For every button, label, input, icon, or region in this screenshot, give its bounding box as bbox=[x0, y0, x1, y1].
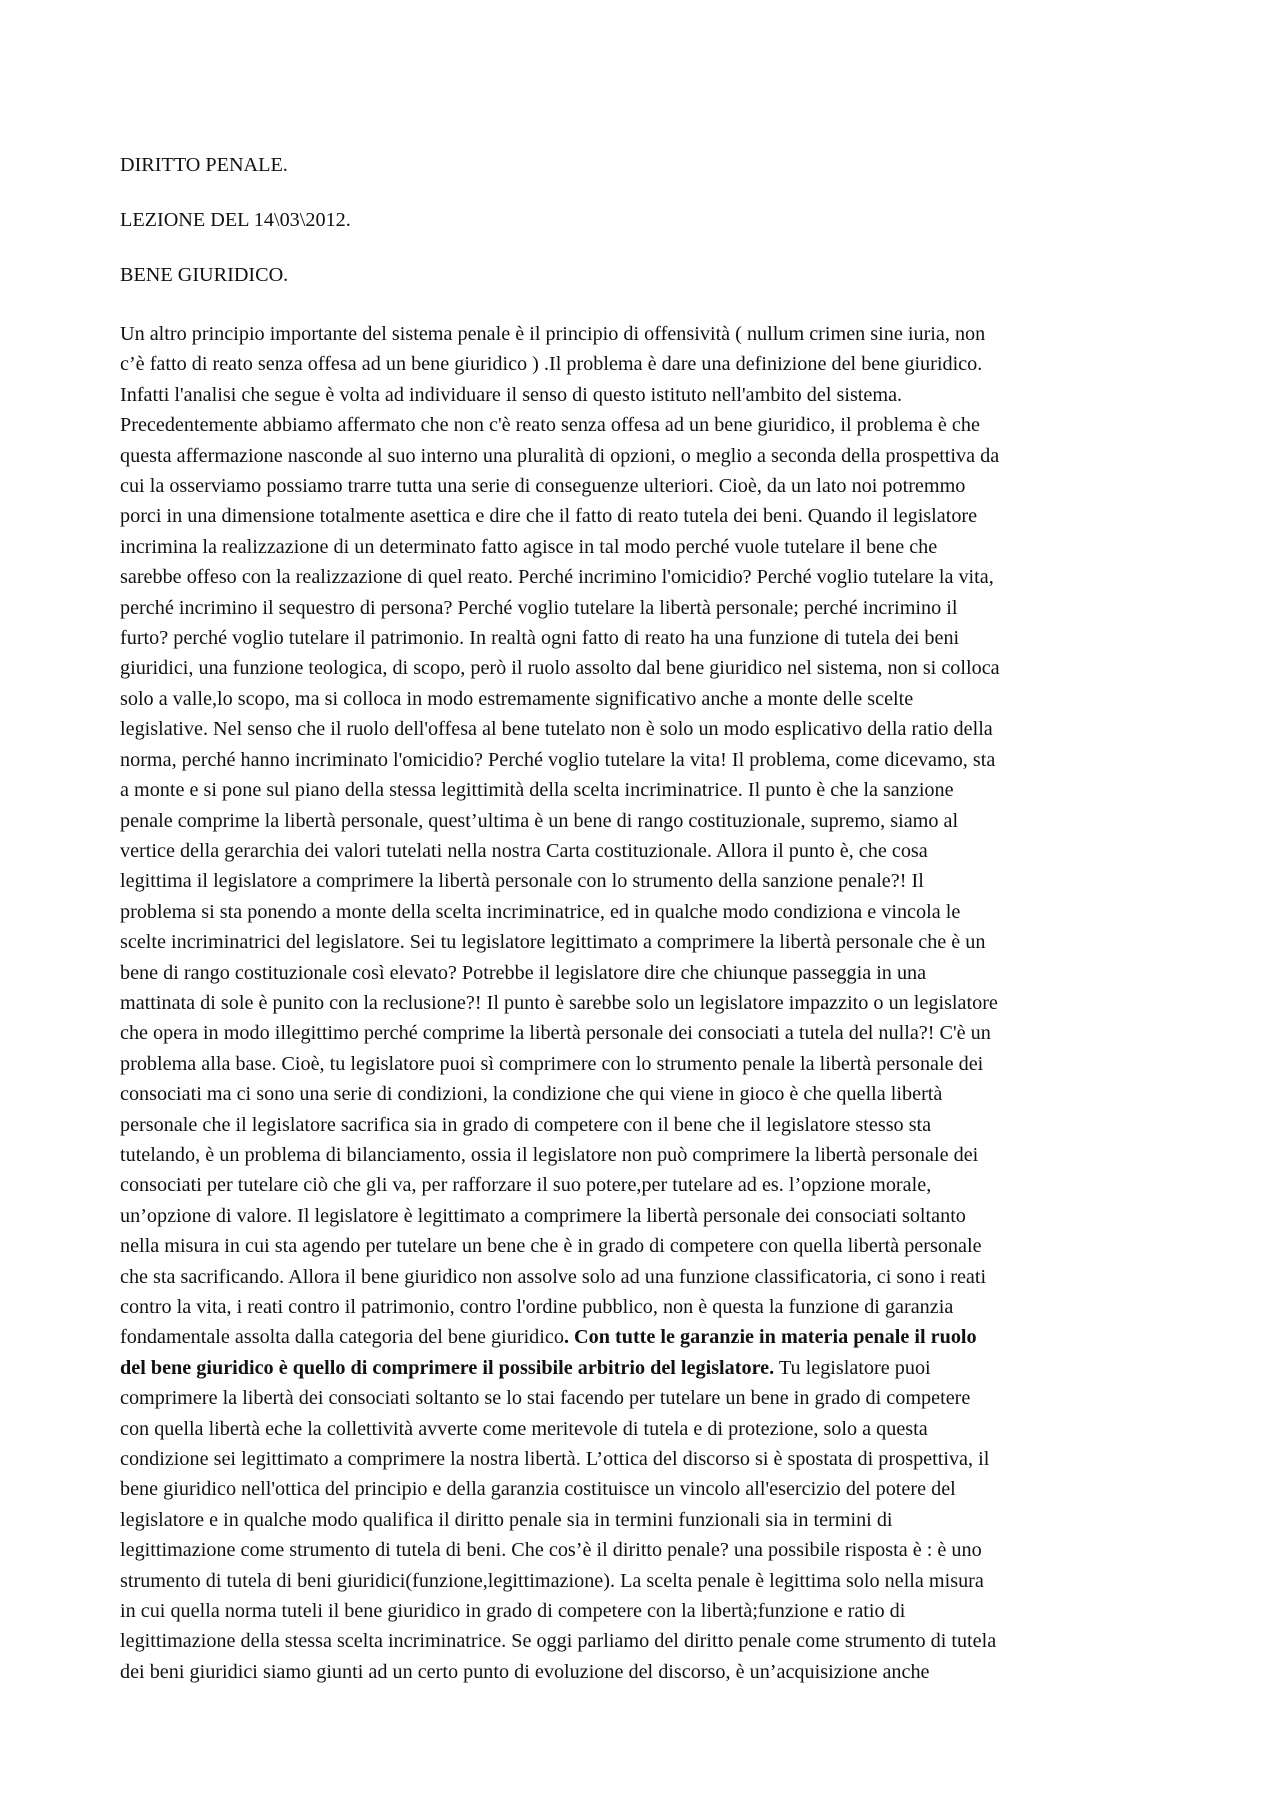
text-line: furto? perché voglio tutelare il patrimonio. In realtà ogni fatto di reato ha una funzione di tutela dei beni bbox=[120, 627, 960, 650]
text-line: problema si sta ponendo a monte della scelta incriminatrice, ed in qualche modo condiziona e vincola le bbox=[120, 900, 961, 923]
text-line: incrimina la realizzazione di un determinato fatto agisce in tal modo perché vuole tutelare il bene che bbox=[120, 535, 938, 558]
text-line: perché incrimino il sequestro di persona? Perché voglio tutelare la libertà personale; perché incrimino il bbox=[120, 596, 958, 619]
text-line: vertice della gerarchia dei valori tutelati nella nostra Carta costituzionale. Allora il punto è, che cosa bbox=[120, 839, 928, 862]
text-line: porci in una dimensione totalmente asettica e dire che il fatto di reato tutela dei beni. Quando il legislatore bbox=[120, 505, 978, 528]
text-line: norma, perché hanno incriminato l'omicidio? Perché voglio tutelare la vita! Il problema, come dicevamo, sta bbox=[120, 748, 996, 771]
text-line: dei beni giuridici siamo giunti ad un certo punto di evoluzione del discorso, è un’acquisizione anche bbox=[120, 1660, 930, 1683]
text-line: Un altro principio importante del sistema penale è il principio di offensività ( nullum crimen sine iuria, non bbox=[120, 323, 986, 345]
text-line: solo a valle,lo scopo, ma si colloca in modo estremamente significativo anche a monte delle scelte bbox=[120, 687, 914, 710]
text-line: bene di rango costituzionale così elevato? Potrebbe il legislatore dire che chiunque passeggia in una bbox=[120, 961, 927, 984]
text-line: strumento di tutela di beni giuridici(funzione,legittimazione). La scelta penale è legittima solo nella misura bbox=[120, 1569, 984, 1592]
text-line: c’è fatto di reato senza offesa ad un bene giuridico ) .Il problema è dare una definizione del bene giuridico. bbox=[120, 353, 983, 376]
text-line: bene giuridico nell'ottica del principio e della garanzia costituisce un vincolo all'esercizio del potere del bbox=[120, 1478, 956, 1501]
text-line: condizione sei legittimato a comprimere la nostra libertà. L’ottica del discorso si è spostata di prospettiva, il bbox=[120, 1448, 990, 1471]
text-line: legislatore e in qualche modo qualifica il diritto penale sia in termini funzionali sia in termini di bbox=[120, 1508, 893, 1531]
text-line: mattinata di sole è punito con la reclusione?! Il punto è sarebbe solo un legislatore impazzito o un legislatore bbox=[120, 991, 998, 1014]
text-line: in cui quella norma tuteli il bene giuridico in grado di competere con la libertà;funzione e ratio di bbox=[120, 1600, 906, 1623]
text-line: scelte incriminatrici del legislatore. Sei tu legislatore legittimato a comprimere la libertà personale che è un bbox=[120, 931, 986, 954]
text-line: consociati ma ci sono una serie di condizioni, la condizione che qui viene in gioco è che quella libertà bbox=[120, 1083, 943, 1106]
text-line: che sta sacrificando. Allora il bene giuridico non assolve solo ad una funzione classificatoria, ci sono i reati bbox=[120, 1265, 987, 1288]
text-line-mixed bbox=[120, 1353, 1170, 1383]
text-line: un’opzione di valore. Il legislatore è legittimato a comprimere la libertà personale dei consociati soltanto bbox=[120, 1204, 966, 1227]
text-segment: Tu legislatore puoi bbox=[774, 1356, 931, 1379]
text-line: legittimazione della stessa scelta incriminatrice. Se oggi parliamo del diritto penale come strumento di tutela bbox=[120, 1630, 997, 1653]
text-segment: fondamentale assolta dalla categoria del bene giuridico bbox=[120, 1326, 564, 1349]
text-line: consociati per tutelare ciò che gli va, per rafforzare il suo potere,per tutelare ad es. l’opzione morale, bbox=[120, 1174, 932, 1197]
lesson-date: LEZIONE DEL 14\03\2012. bbox=[120, 209, 351, 231]
text-line: Precedentemente abbiamo affermato che non c'è reato senza offesa ad un bene giuridico, il problema è che bbox=[120, 414, 980, 437]
text-line: con quella libertà eche la collettività avverte come meritevole di tutela e di protezione, solo a questa bbox=[120, 1417, 928, 1440]
document-title: DIRITTO PENALE. bbox=[120, 154, 288, 176]
text-line: cui la osserviamo possiamo trarre tutta una serie di conseguenze ulteriori. Cioè, da un lato noi potremmo bbox=[120, 475, 966, 498]
bold-text-segment: del bene giuridico è quello di comprimere il possibile arbitrio del legislatore. bbox=[120, 1356, 775, 1379]
text-line: penale comprime la libertà personale, quest’ultima è un bene di rango costituzionale, supremo, siamo al bbox=[120, 809, 959, 832]
body-paragraph bbox=[120, 319, 1170, 1687]
text-line: contro la vita, i reati contro il patrimonio, contro l'ordine pubblico, non è questa la funzione di garanzia bbox=[120, 1296, 954, 1318]
section-heading: BENE GIURIDICO. bbox=[120, 264, 289, 286]
text-line: legislative. Nel senso che il ruolo dell'offesa al bene tutelato non è solo un modo esplicativo della ratio della bbox=[120, 718, 993, 741]
text-line: a monte e si pone sul piano della stessa legittimità della scelta incriminatrice. Il punto è che la sanzione bbox=[120, 779, 954, 802]
document-content bbox=[120, 150, 1170, 1687]
bold-text-segment: . Con tutte le garanzie in materia penale il ruolo bbox=[563, 1326, 977, 1349]
text-line: tutelando, è un problema di bilanciamento, ossia il legislatore non può comprimere la libertà personale dei bbox=[120, 1143, 979, 1166]
text-line: che opera in modo illegittimo perché comprime la libertà personale dei consociati a tutela del nulla?! C'è un bbox=[120, 1022, 991, 1045]
text-line: Infatti l'analisi che segue è volta ad individuare il senso di questo istituto nell'ambito del sistema. bbox=[120, 383, 903, 406]
text-line: legittimazione come strumento di tutela di beni. Che cos’è il diritto penale? una possibile risposta è : è uno bbox=[120, 1539, 982, 1562]
text-line: personale che il legislatore sacrifica sia in grado di competere con il bene che il legislatore stesso sta bbox=[120, 1113, 932, 1136]
text-line: nella misura in cui sta agendo per tutelare un bene che è in grado di competere con quella libertà personale bbox=[120, 1235, 982, 1258]
text-line: questa affermazione nasconde al suo interno una pluralità di opzioni, o meglio a seconda della prospettiva da bbox=[120, 444, 1000, 467]
text-line: comprimere la libertà dei consociati soltanto se lo stai facendo per tutelare un bene in grado di competere bbox=[120, 1387, 971, 1410]
text-line: problema alla base. Cioè, tu legislatore puoi sì comprimere con lo strumento penale la libertà personale dei bbox=[120, 1052, 984, 1075]
text-line: legittima il legislatore a comprimere la libertà personale con lo strumento della sanzione penale?! Il bbox=[120, 870, 924, 893]
text-line: giuridici, una funzione teologica, di scopo, però il ruolo assolto dal bene giuridico nel sistema, non si colloca bbox=[120, 657, 1000, 680]
text-line-mixed bbox=[120, 1322, 1170, 1352]
text-line: sarebbe offeso con la realizzazione di quel reato. Perché incrimino l'omicidio? Perché voglio tutelare la vita, bbox=[120, 566, 994, 589]
